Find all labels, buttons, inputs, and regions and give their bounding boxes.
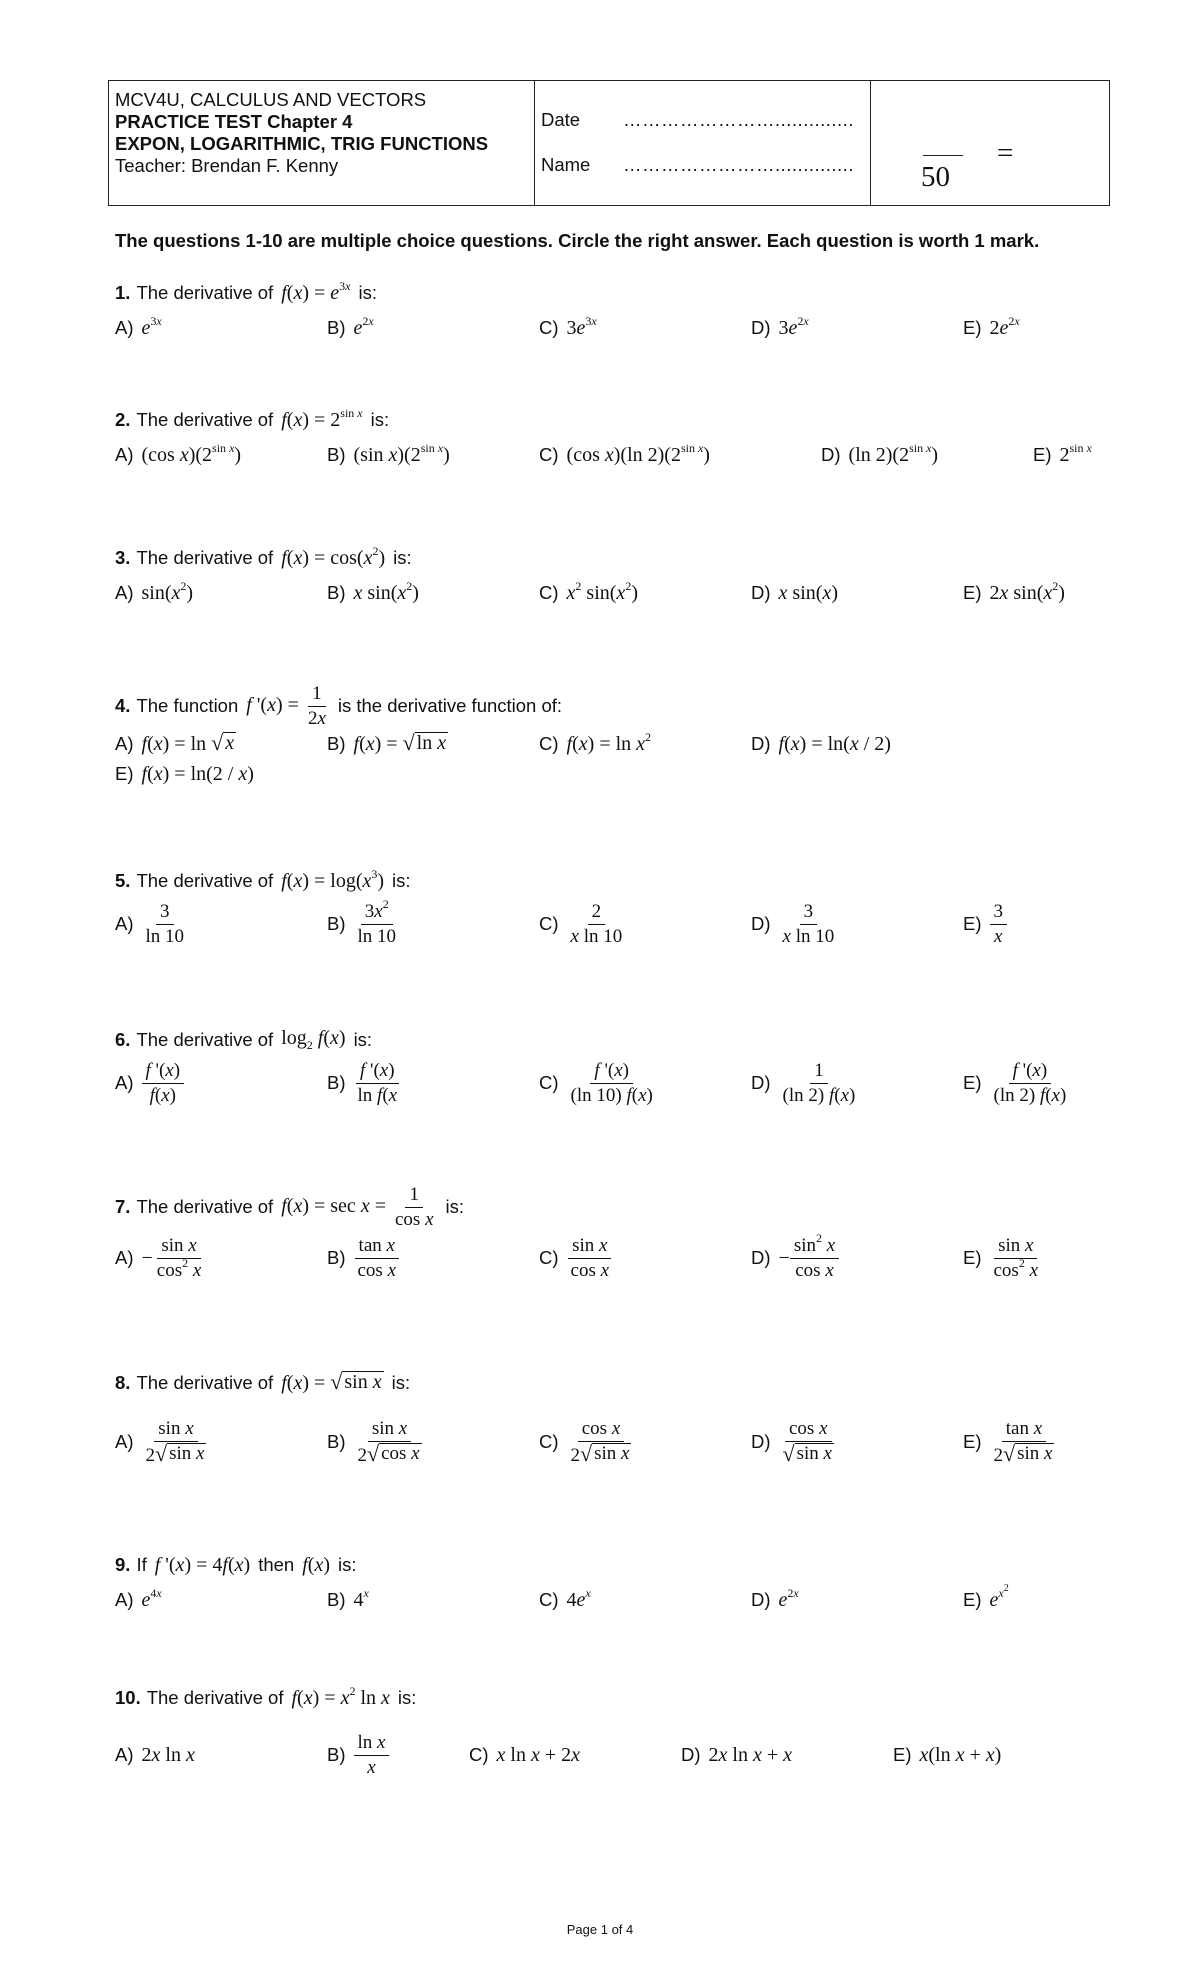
question-suffix: is:	[391, 1372, 411, 1393]
option-a[interactable]: A) − $\frac{\text{sin x}}{\cos^2 x}$	[115, 1234, 202, 1281]
option-a[interactable]: A) sin x 2 √ sin x	[115, 1417, 205, 1466]
question-stem	[115, 278, 1115, 308]
question-number: 6.	[115, 1029, 131, 1050]
option-d[interactable]: D) $\frac{3}{\text{x ln 10}}$	[751, 900, 835, 947]
option-d[interactable]: D) − $\frac{\sin^2 x}{\text{cos x}}$	[751, 1230, 839, 1286]
option-b[interactable]: B) 4$^x$	[327, 1585, 369, 1611]
score-equals: =	[997, 137, 1014, 169]
option-c[interactable]: C) $4e^x$	[539, 1585, 591, 1611]
question-suffix: is:	[370, 409, 390, 430]
option-e[interactable]: E) $\frac{3}{x}$	[963, 896, 1007, 952]
question-stem	[115, 866, 1115, 896]
option-a[interactable]: A) $e^{3x}$	[115, 313, 162, 339]
date-row	[541, 109, 864, 154]
question-10	[115, 1683, 1115, 1783]
option-b[interactable]: B) (sin $x)(2^{sin x})$	[327, 440, 450, 466]
option-c[interactable]: C) $x^2$ $\sin(x^2)$	[539, 578, 638, 604]
question-expression: $f(x) = 2^{sin x}$	[281, 405, 363, 431]
question-prefix: The derivative of	[136, 1372, 274, 1393]
answer-options	[115, 435, 1115, 475]
option-c[interactable]: C) cos x 2 √ sin x	[539, 1417, 630, 1466]
answer-options	[115, 1727, 1115, 1783]
answer-options	[115, 1055, 1115, 1111]
option-d[interactable]: D) $e^{2x}$	[751, 1585, 799, 1611]
question-expression: $f(x) = x^2$ ln x	[291, 1683, 390, 1709]
option-a[interactable]: A) $\sin(x^2)$	[115, 578, 194, 604]
question-prefix: If	[136, 1554, 147, 1575]
question-5	[115, 866, 1115, 952]
option-d[interactable]: D) $\frac{1}{(\ln 2) f(x)}$	[751, 1059, 856, 1106]
student-info-cell	[535, 81, 871, 205]
name-label: Name	[541, 154, 591, 175]
answer-options	[115, 1414, 1115, 1470]
option-a[interactable]: A) $\frac{3}{\ln 10}$	[115, 900, 185, 947]
question-stem	[115, 1550, 1115, 1580]
question-suffix: is:	[392, 870, 411, 891]
option-a[interactable]: A) f(x) = ln √ x	[115, 730, 235, 755]
question-prefix: The derivative of	[136, 1029, 274, 1050]
question-2	[115, 405, 1115, 475]
score-cell	[871, 81, 1109, 205]
question-expression: $f(x) = e^{3x}$	[281, 278, 351, 304]
question-prefix: The derivative of	[136, 409, 274, 430]
course-name: MCV4U, CALCULUS AND VECTORS	[115, 89, 427, 110]
name-field[interactable]: ……………………..............	[623, 154, 854, 175]
option-c[interactable]: C) $f(x) = \ln x^2$	[539, 729, 652, 755]
question-expression: $f(x) = \log(x^3)$	[281, 866, 385, 892]
question-stem	[115, 1025, 1115, 1055]
answer-options	[115, 573, 1115, 613]
option-a[interactable]: A) (cos $x)(2^{sin x})$	[115, 440, 242, 466]
test-topic: EXPON, LOGARITHMIC, TRIG FUNCTIONS	[115, 133, 489, 154]
header-table	[108, 80, 1110, 206]
answer-options	[115, 308, 1115, 348]
option-e[interactable]: E) $\frac{\text{sin x}}{\cos^2 x}$	[963, 1234, 1039, 1281]
question-expression: f(x) = √ sin x	[281, 1369, 382, 1394]
question-prefix: The function	[136, 695, 239, 716]
option-c[interactable]: C) $3e^{3x}$	[539, 313, 597, 339]
option-d[interactable]: D) x sin(x)	[751, 581, 838, 604]
question-number: 8.	[115, 1372, 131, 1393]
option-b[interactable]: B) $\frac{3x^2}{\ln 10}$	[327, 896, 397, 947]
date-label: Date	[541, 109, 581, 130]
option-a[interactable]: A) $e^{4x}$	[115, 1585, 162, 1611]
score-blank[interactable]	[923, 155, 963, 156]
option-a[interactable]: A) 2x ln x	[115, 1743, 195, 1766]
option-e[interactable]: E) 2x $\sin(x^2)$	[963, 578, 1065, 604]
course-info-cell	[109, 81, 535, 205]
option-b[interactable]: B) $e^{2x}$	[327, 313, 374, 339]
option-d[interactable]: D) $3e^{2x}$	[751, 313, 809, 339]
answer-options	[115, 729, 1115, 759]
question-suffix: is:	[358, 282, 377, 303]
option-e[interactable]: E) tan x 2 √ sin x	[963, 1417, 1053, 1466]
question-1	[115, 278, 1115, 348]
answer-options	[115, 1230, 1115, 1286]
question-expression: f '(x) = $\frac{1}{2x}$	[246, 682, 326, 729]
name-row	[541, 154, 864, 199]
option-b[interactable]: B) x $\sin(x^2)$	[327, 578, 419, 604]
answer-options	[115, 1580, 1115, 1620]
option-e[interactable]: E) $\frac{f '(x)}{(\ln 2) f(x)}$	[963, 1059, 1067, 1106]
date-field[interactable]: ……………………..............	[623, 109, 854, 130]
question-number: 9.	[115, 1554, 131, 1575]
question-suffix: is the derivative function of:	[337, 695, 563, 716]
question-stem	[115, 1184, 1115, 1230]
option-d[interactable]: D) (ln $2)(2^{sin x})$	[821, 440, 939, 466]
question-4	[115, 683, 1115, 789]
option-b[interactable]: B) sin x 2 √ cos x	[327, 1417, 420, 1466]
question-suffix: is:	[393, 547, 412, 568]
option-c[interactable]: C) $\frac{2}{\text{x ln 10}}$	[539, 900, 623, 947]
teacher-name: Teacher: Brendan F. Kenny	[115, 155, 339, 176]
option-c[interactable]: C) (cos x)(ln $2)(2^{sin x})$	[539, 440, 710, 466]
option-e[interactable]: E) x(ln x + x)	[893, 1743, 1002, 1766]
question-expression: f(x) = sec x = $\frac{1}{\text{cos x}}$	[281, 1183, 434, 1230]
question-number: 4.	[115, 695, 131, 716]
option-e[interactable]: E) f(x) = ln(2 / x)	[115, 762, 254, 785]
question-stem	[115, 405, 1115, 435]
question-number: 1.	[115, 282, 131, 303]
instructions: The questions 1-10 are multiple choice questions. Circle the right answer. Each question is worth 1 mark.	[115, 230, 1040, 251]
question-3	[115, 543, 1115, 613]
option-b[interactable]: B) $\frac{\text{tan x}}{\text{cos x}}$	[327, 1230, 400, 1286]
option-d[interactable]: D) cos x √ sin x	[751, 1417, 832, 1466]
option-b[interactable]: B) $\frac{f '(x)}{\text{ln f(x}}$	[327, 1059, 398, 1106]
question-number: 7.	[115, 1196, 131, 1217]
question-number: 10.	[115, 1687, 141, 1708]
question-8	[115, 1368, 1115, 1470]
question-suffix: is:	[353, 1029, 373, 1050]
option-b[interactable]: B) $\frac{\text{ln x}}{x}$	[327, 1727, 389, 1783]
option-e[interactable]: E) $2e^{2x}$	[963, 313, 1020, 339]
question-expression: $\log_2 f(x)$	[281, 1027, 346, 1052]
question-expression: $f(x) = \cos(x^2)$	[281, 543, 386, 569]
question-condition: f '(x) = 4f(x)	[154, 1553, 251, 1576]
question-number: 3.	[115, 547, 131, 568]
question-stem	[115, 1368, 1115, 1398]
question-number: 2.	[115, 409, 131, 430]
question-prefix: The derivative of	[146, 1687, 284, 1708]
option-d[interactable]: D) f(x) = ln(x / 2)	[751, 732, 891, 755]
question-9	[115, 1550, 1115, 1620]
question-7	[115, 1184, 1115, 1286]
question-prefix: The derivative of	[136, 547, 274, 568]
question-prefix: The derivative of	[136, 282, 274, 303]
question-number: 5.	[115, 870, 131, 891]
question-stem	[115, 543, 1115, 573]
question-prefix: The derivative of	[136, 870, 274, 891]
question-suffix: is:	[397, 1687, 417, 1708]
question-suffix: is:	[338, 1554, 357, 1575]
answer-options	[115, 896, 1115, 952]
question-connector: then	[258, 1554, 295, 1575]
answer-options-row-2	[115, 759, 1115, 789]
page-number: Page 1 of 4	[566, 1922, 634, 1937]
option-c[interactable]: C) x ln x + 2x	[469, 1743, 581, 1766]
score-total: 50	[921, 161, 950, 193]
option-e[interactable]: E) $e^{x^2}$	[963, 1582, 1009, 1611]
question-stem	[115, 1683, 1115, 1713]
option-b[interactable]: B) f(x) = √ ln x	[327, 730, 447, 755]
test-title: PRACTICE TEST Chapter 4	[115, 111, 353, 132]
option-e[interactable]: E) $2^{sin x}$	[1033, 440, 1092, 466]
option-c[interactable]: C) $\frac{\text{sin x}}{\text{cos x}}$	[539, 1230, 613, 1286]
question-expression: f(x)	[302, 1553, 330, 1576]
question-prefix: The derivative of	[136, 1196, 274, 1217]
question-stem	[115, 683, 1115, 729]
question-6	[115, 1025, 1115, 1111]
question-suffix: is:	[445, 1196, 464, 1217]
option-c[interactable]: C) $\frac{f '(x)}{(\ln 10) f(x)}$	[539, 1059, 653, 1106]
option-a[interactable]: A) $\frac{f '(x)}{f(x)}$	[115, 1055, 184, 1111]
option-d[interactable]: D) 2x ln x + x	[681, 1743, 793, 1766]
